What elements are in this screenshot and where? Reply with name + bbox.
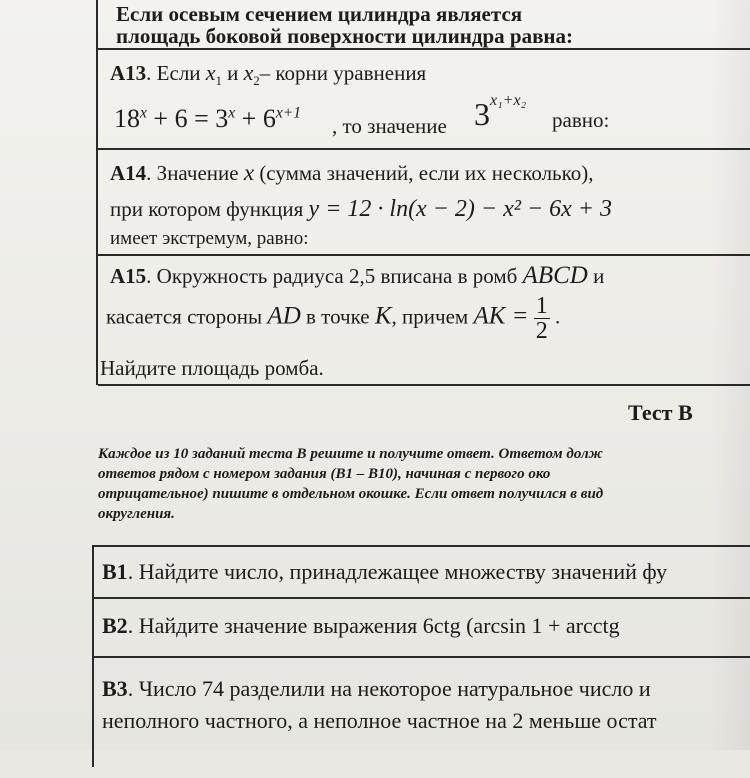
task-top-line1: Если осевым сечением цилиндра является xyxy=(116,2,523,26)
test-b-heading: Тест В xyxy=(628,400,693,425)
task-a15-line1: А15. Окружность радиуса 2,5 вписана в ромб ABCD и xyxy=(110,262,605,289)
task-a15-label: А15 xyxy=(110,264,147,288)
intro-line: отрицательное) пишите в отдельном окошке. Если ответ получился в вид xyxy=(98,486,604,502)
test-a-table xyxy=(96,0,750,385)
task-a15-line3: Найдите площадь ромба. xyxy=(100,356,324,380)
task-a15-fraction: $\frac{1}{2}$ xyxy=(535,293,548,344)
task-b3-line2: неполного частного, а неполное частное на 2 меньше остат xyxy=(102,708,657,733)
task-a13-label: А13 xyxy=(110,61,147,85)
task-top-row xyxy=(98,0,750,50)
task-a13-equation: $18^x + 6 = 3^x + 6^{x+1}$ xyxy=(114,104,302,133)
test-b-table xyxy=(92,545,750,767)
task-b2-label: В2 xyxy=(102,613,128,638)
task-b1-text: В1. Найдите число, принадлежащее множеству значений фу xyxy=(102,559,668,584)
test-b-intro xyxy=(98,444,750,524)
task-a13-row xyxy=(98,50,750,150)
task-a13-line1: А13. Если $x_1$ и $x_2-$ корни уравнения xyxy=(110,60,427,89)
task-a14-line1: А14. Значение x (сумма значений, если их несколько), xyxy=(110,160,594,185)
task-top-line2: площадь боковой поверхности цилиндра равна: xyxy=(116,24,574,48)
task-a14-line3: имеет экстремум, равно: xyxy=(110,228,309,249)
task-b2-text: В2. Найдите значение выражения 6ctg (arcsin 1 + arcctg xyxy=(102,613,620,638)
task-b3-label: В3 xyxy=(102,676,128,701)
task-b1-label: В1 xyxy=(102,559,128,584)
task-a15-line2: касается стороны AD в точке K, причем AK = $\frac{1}{2}$ . xyxy=(106,293,561,344)
intro-line: округления. xyxy=(98,506,175,522)
intro-line: ответов рядом с номером задания (В1 – В10), начиная с первого око xyxy=(98,466,551,482)
task-b1-row xyxy=(94,547,750,599)
page-edge-shadow xyxy=(710,0,750,750)
task-a15-row xyxy=(98,256,750,386)
task-a14-row xyxy=(98,150,750,256)
task-a14-function: y = 12 · ln(x − 2) − x² − 6x + 3 xyxy=(308,196,612,222)
task-a14-line2: при котором функция y = 12 · ln(x − 2) − x² − 6x + 3 xyxy=(110,196,612,222)
intro-line: Каждое из 10 заданий теста В решите и получите ответ. Ответом долж xyxy=(98,446,603,462)
task-a13-equals: равно: xyxy=(552,108,610,132)
task-a13-expression: $3^{x_1+x_2}$ xyxy=(474,92,527,132)
task-b3-row xyxy=(94,658,750,778)
task-a14-label: А14 xyxy=(110,161,147,185)
task-a13-then: , то значение xyxy=(332,114,447,138)
task-b3-line1: В3. Число 74 разделили на некоторое натуральное число и xyxy=(102,676,651,701)
task-b2-row xyxy=(94,599,750,658)
